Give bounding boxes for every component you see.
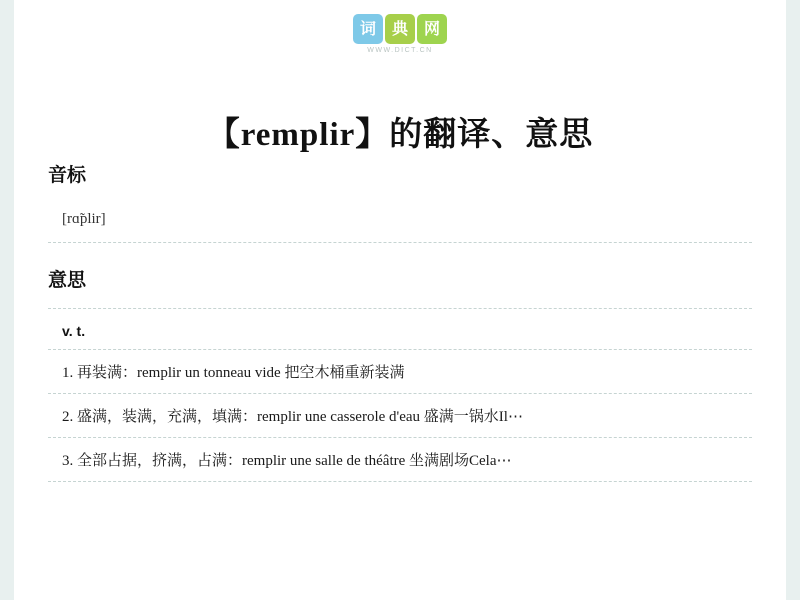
site-logo[interactable] — [300, 14, 500, 54]
logo-blocks — [300, 14, 500, 44]
list-item: 2. 盛满，装满，充满，填满：remplir une casserole d'eau 盛满一锅水Il⋯ — [62, 409, 523, 425]
phonetic-heading: 音标 — [48, 165, 87, 186]
logo-block-1: 词 — [353, 14, 383, 44]
list-item: 1. 再装满：remplir un tonneau vide 把空木桶重新装满 — [62, 365, 405, 381]
part-of-speech: v. t. — [62, 323, 86, 339]
logo-subtitle: WWW.DICT.CN — [367, 47, 433, 54]
logo-block-2: 典 — [385, 14, 415, 44]
entry-body — [48, 160, 752, 482]
meaning-heading: 意思 — [48, 270, 87, 291]
logo-block-3: 网 — [417, 14, 447, 44]
page-content — [14, 0, 786, 600]
list-item: 3. 全部占据，挤满，占满：remplir une salle de théâtre 坐满剧场Cela⋯ — [62, 453, 512, 469]
phonetic-value: [rɑ̃plir] — [62, 211, 106, 227]
divider — [48, 481, 752, 482]
page-title: 【remplir】的翻译、意思 — [206, 117, 594, 154]
spacer — [48, 243, 752, 265]
